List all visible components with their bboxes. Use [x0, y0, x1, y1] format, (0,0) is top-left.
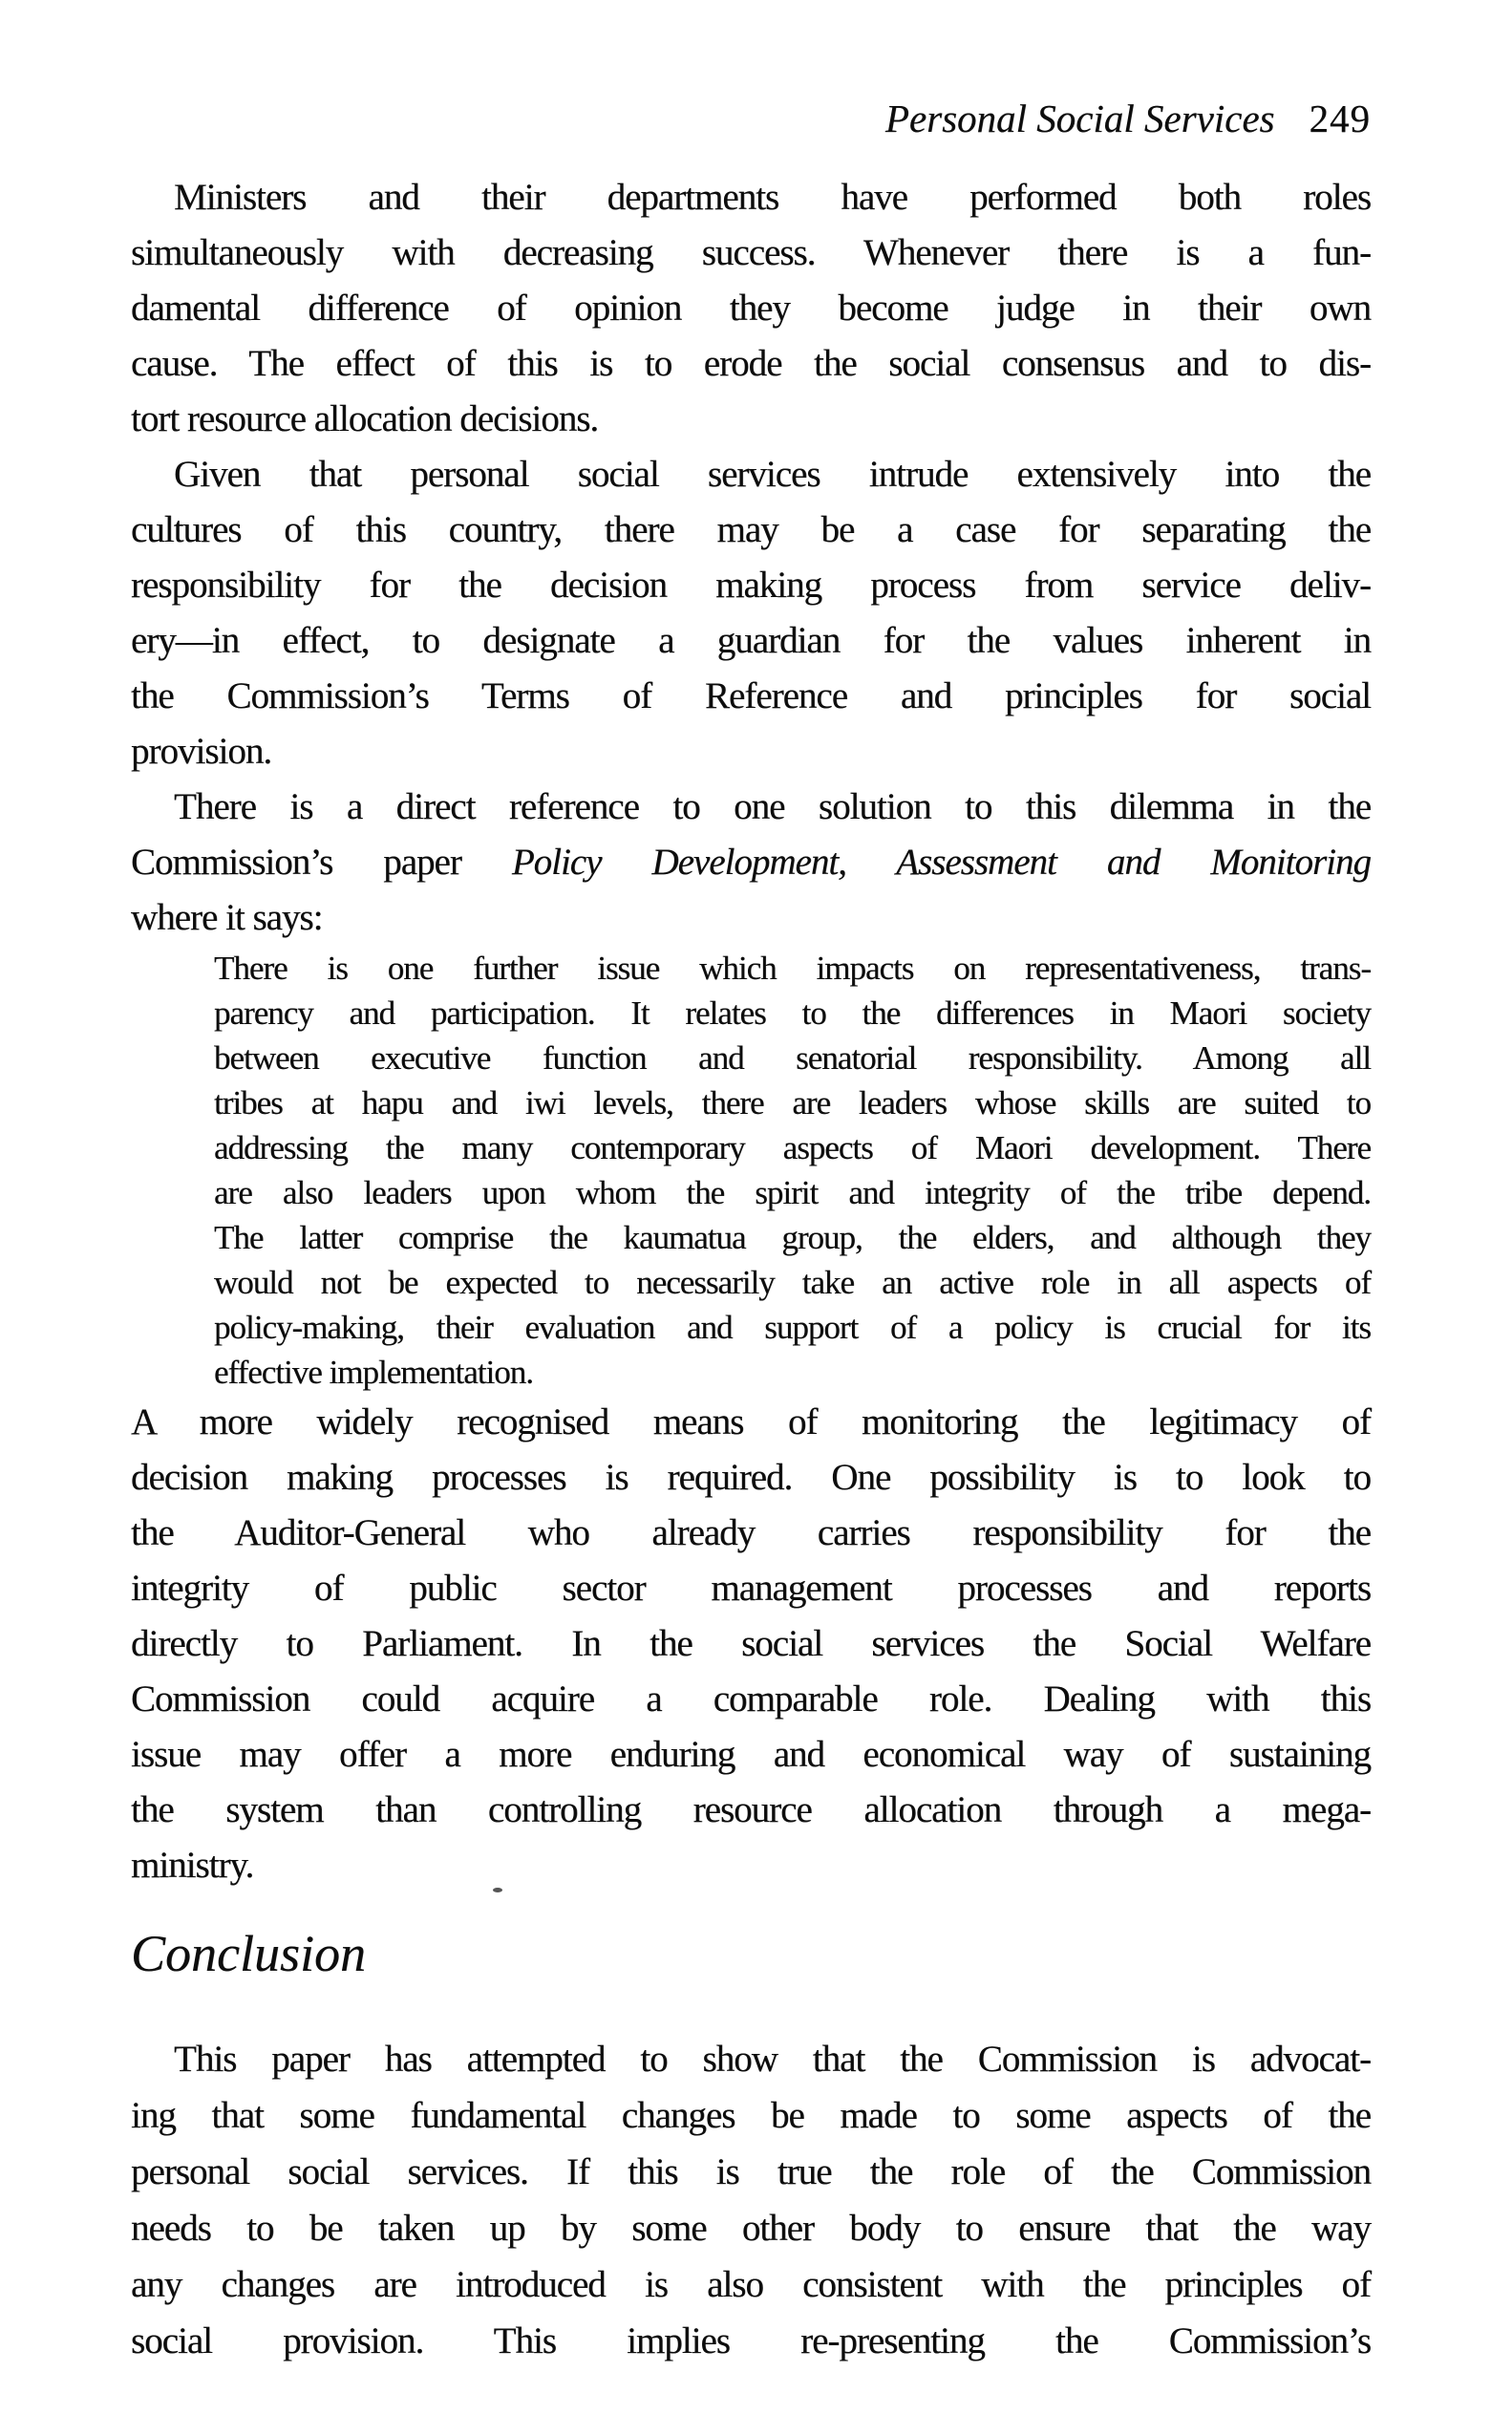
- text-line: the Auditor-General who already carries responsibility for the: [131, 1512, 1371, 1553]
- page-body: [131, 170, 1371, 2369]
- text-line: addressing the many contemporary aspects of Maori development. There: [214, 1129, 1371, 1166]
- paragraph: [131, 170, 1371, 447]
- text-line: provision.: [131, 731, 272, 772]
- text-line: Given that personal social services intrude extensively into the: [174, 454, 1371, 495]
- text-line: where it says:: [131, 897, 323, 938]
- text-line: integrity of public sector management processes and reports: [131, 1568, 1371, 1609]
- text-line: This paper has attempted to show that the Commission is advocat-: [174, 2039, 1371, 2080]
- text-line: social provision. This implies re-presenting the Commission’s: [131, 2320, 1371, 2362]
- block-quote: [214, 946, 1371, 1395]
- text-line: the Commission’s Terms of Reference and principles for social: [131, 675, 1371, 716]
- text-line: There is one further issue which impacts on representativeness, trans-: [214, 950, 1371, 987]
- section-heading: Conclusion: [131, 1925, 367, 1982]
- text-line: There is a direct reference to one solution to this dilemma in the: [174, 786, 1371, 827]
- text-line: the system than controlling resource allocation through a mega-: [131, 1789, 1371, 1830]
- text-line: policy-making, their evaluation and support of a policy is crucial for its: [214, 1309, 1371, 1346]
- text-line: any changes are introduced is also consistent with the principles of: [131, 2264, 1371, 2305]
- text-line: cultures of this country, there may be a case for separating the: [131, 509, 1371, 550]
- text-line: are also leaders upon whom the spirit and integrity of the tribe depend.: [214, 1174, 1371, 1211]
- text-line: responsibility for the decision making process from service deliv-: [131, 565, 1371, 606]
- text-line: parency and participation. It relates to the differences in Maori society: [214, 994, 1371, 1032]
- text-line: The latter comprise the kaumatua group, the elders, and although they: [214, 1219, 1371, 1256]
- text-line: A more widely recognised means of monitoring the legitimacy of: [131, 1401, 1371, 1443]
- text-line: cause. The effect of this is to erode the social consensus and to dis-: [131, 343, 1371, 384]
- text-line: Commission could acquire a comparable role. Dealing with this: [131, 1678, 1371, 1720]
- text-line: ery—in effect, to designate a guardian for the values inherent in: [131, 620, 1371, 661]
- running-head-title: Personal Social Services: [884, 96, 1275, 140]
- text-line: personal social services. If this is true the role of the Commission: [131, 2151, 1371, 2192]
- text-line: damental difference of opinion they become judge in their own: [131, 288, 1371, 329]
- scan-speck: [493, 1888, 502, 1892]
- text-line: simultaneously with decreasing success. Whenever there is a fun-: [131, 232, 1371, 273]
- text-line: Commission’s paper Policy Development, Assessment and Monitoring: [131, 842, 1371, 883]
- text-line: Ministers and their departments have performed both roles: [174, 177, 1371, 218]
- text-line: tort resource allocation decisions.: [131, 398, 599, 439]
- text-line: directly to Parliament. In the social services the Social Welfare: [131, 1623, 1371, 1664]
- text-line: ministry.: [131, 1845, 254, 1886]
- text-line: between executive function and senatorial responsibility. Among all: [214, 1039, 1371, 1077]
- text-line: ing that some fundamental changes be made to some aspects of the: [131, 2095, 1371, 2136]
- text-line: tribes at hapu and iwi levels, there are leaders whose skills are suited to: [214, 1084, 1371, 1122]
- text-line: issue may offer a more enduring and economical way of sustaining: [131, 1734, 1371, 1775]
- paragraph: [131, 2031, 1371, 2369]
- paragraph: [131, 780, 1371, 946]
- text-line: would not be expected to necessarily take an active role in all aspects of: [214, 1264, 1371, 1301]
- paragraph: [131, 1395, 1371, 1893]
- text-line: decision making processes is required. One possibility is to look to: [131, 1457, 1371, 1498]
- running-head: [131, 96, 1371, 141]
- text-line: effective implementation.: [214, 1354, 533, 1391]
- page-number: 249: [1309, 96, 1371, 140]
- paragraph: [131, 447, 1371, 780]
- text-line: needs to be taken up by some other body to ensure that the way: [131, 2208, 1371, 2249]
